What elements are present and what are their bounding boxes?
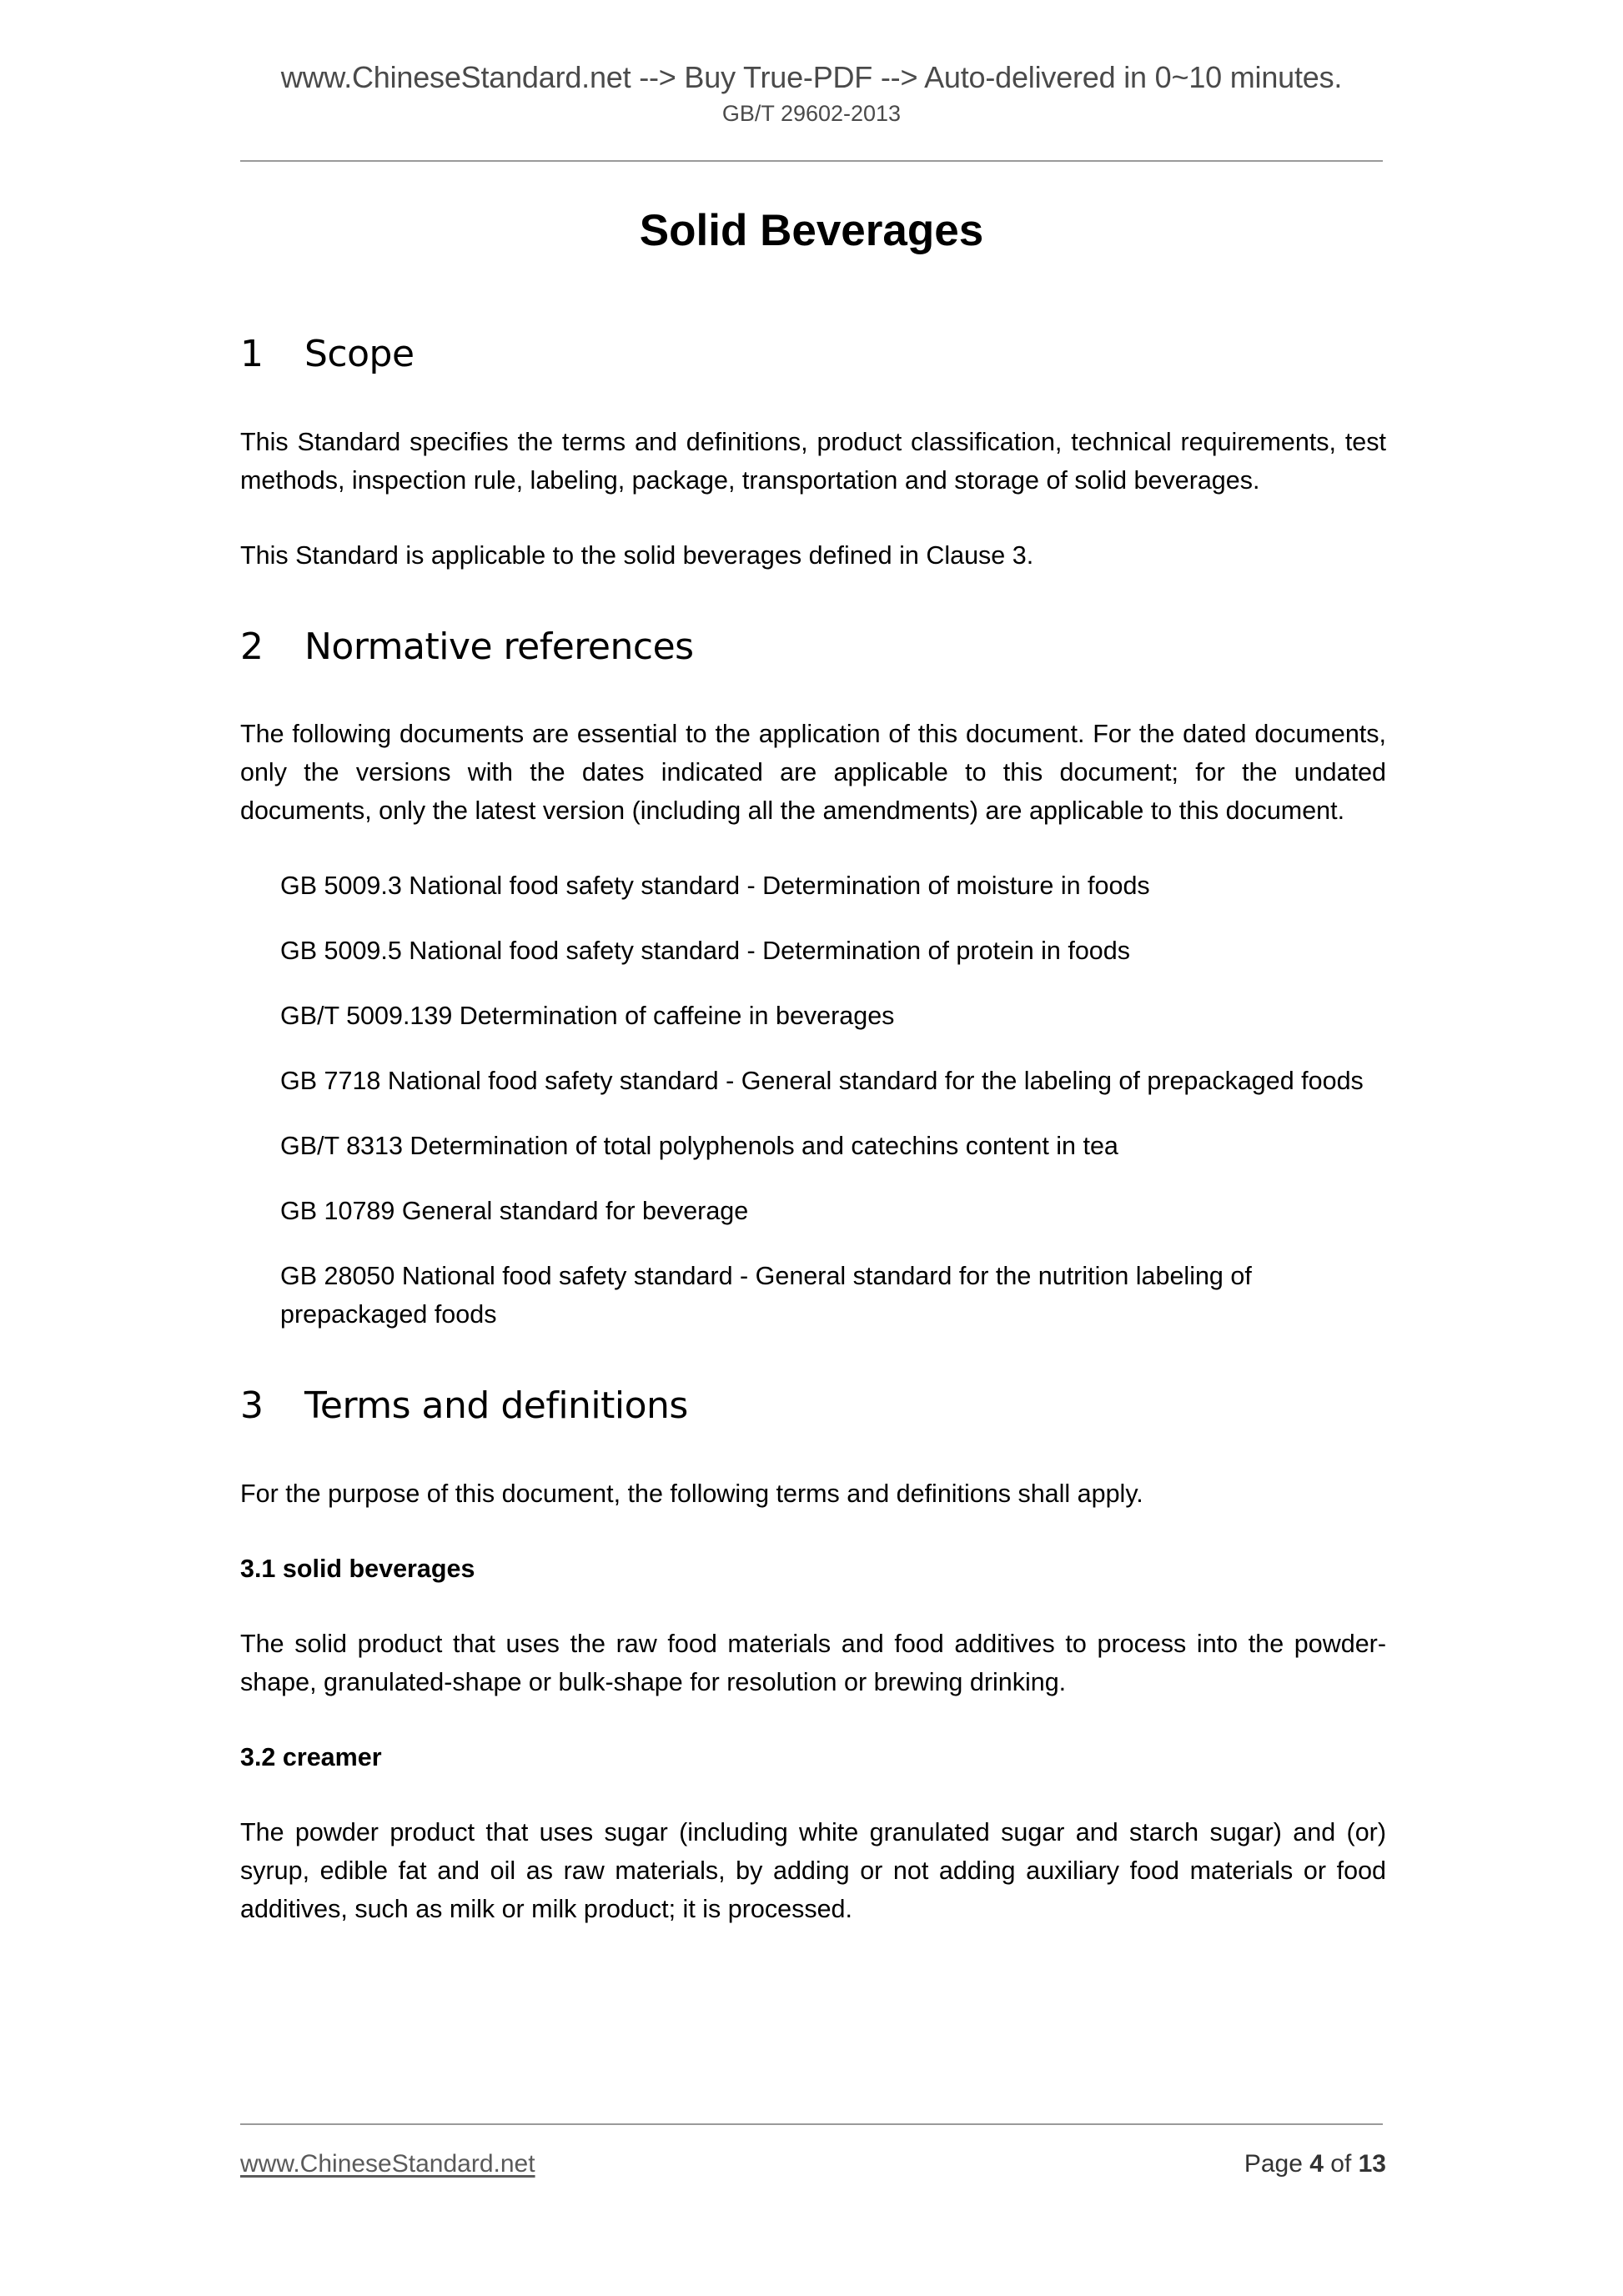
header-standard-code: GB/T 29602-2013 — [721, 101, 902, 127]
footer-website-link[interactable]: www.ChineseStandard.net — [240, 2150, 535, 2178]
section-heading-scope — [240, 334, 1386, 376]
term-label-3-1: 3.1 solid beverages — [240, 1554, 475, 1583]
normative-references-intro: The following documents are essential to the application of this document. For the dated documents, only the versions with the dates indicated are applicable to this document; for the undated documents, only the latest version (including all the amendments) are applicable to this document. — [240, 720, 1386, 826]
normative-reference-item: GB 5009.5 National food safety standard - Determination of protein in foods — [280, 937, 1130, 966]
section-number-2: 2 — [240, 625, 264, 668]
current-page-number: 4 — [1309, 2150, 1324, 2178]
page-number-indicator — [1244, 2150, 1386, 2178]
normative-reference-item: GB/T 5009.139 Determination of caffeine in beverages — [280, 1002, 895, 1031]
scope-paragraph-1: This Standard specifies the terms and definitions, product classification, technical requirements, test methods, inspection rule, labeling, package, transportation and storage of solid beverages. — [240, 427, 1386, 495]
document-body — [240, 334, 1386, 1928]
section-number-3: 3 — [240, 1384, 264, 1428]
normative-reference-item: GB/T 8313 Determination of total polyphenols and catechins content in tea — [280, 1132, 1118, 1161]
page-title: Solid Beverages — [639, 206, 984, 255]
normative-reference-item: GB 28050 National food safety standard - General standard for the nutrition labeling of prepackaged foods — [280, 1262, 1252, 1329]
page-footer — [240, 2150, 1386, 2178]
term-definition-3-2: The powder product that uses sugar (including white granulated sugar and starch sugar) and (or) syrup, edible fat and oil as raw materials, by adding or not adding auxiliary food materials or food additives, such as milk or milk product; it is processed. — [240, 1817, 1386, 1923]
term-definition-3-1: The solid product that uses the raw food materials and food additives to process into the powder-shape, granulated-shape or bulk-shape for resolution or brewing drinking. — [240, 1629, 1386, 1696]
section-heading-normative-references — [240, 626, 1386, 669]
normative-reference-item: GB 7718 National food safety standard - General standard for the labeling of prepackaged foods — [280, 1067, 1364, 1096]
section-heading-terms-and-definitions — [240, 1385, 1386, 1428]
page-prefix-label: Page — [1244, 2150, 1310, 2178]
term-label-3-2: 3.2 creamer — [240, 1742, 382, 1771]
section-number-1: 1 — [240, 333, 264, 375]
terms-intro: For the purpose of this document, the following terms and definitions shall apply. — [240, 1479, 1143, 1508]
section-title-2: Normative references — [304, 625, 694, 668]
header-promo-text: www.ChineseStandard.net --> Buy True-PDF --> Auto-delivered in 0~10 minutes. — [280, 60, 1343, 94]
page-header — [0, 60, 1623, 128]
header-divider — [240, 160, 1383, 162]
scope-paragraph-2: This Standard is applicable to the solid beverages defined in Clause 3. — [240, 540, 1034, 570]
section-title-3: Terms and definitions — [304, 1384, 688, 1428]
normative-reference-item: GB 5009.3 National food safety standard - Determination of moisture in foods — [280, 872, 1150, 901]
normative-reference-item: GB 10789 General standard for beverage — [280, 1197, 749, 1226]
total-page-count: 13 — [1358, 2150, 1386, 2178]
section-title-1: Scope — [304, 333, 415, 375]
footer-divider — [240, 2123, 1383, 2125]
page-middle-label: of — [1323, 2150, 1359, 2178]
